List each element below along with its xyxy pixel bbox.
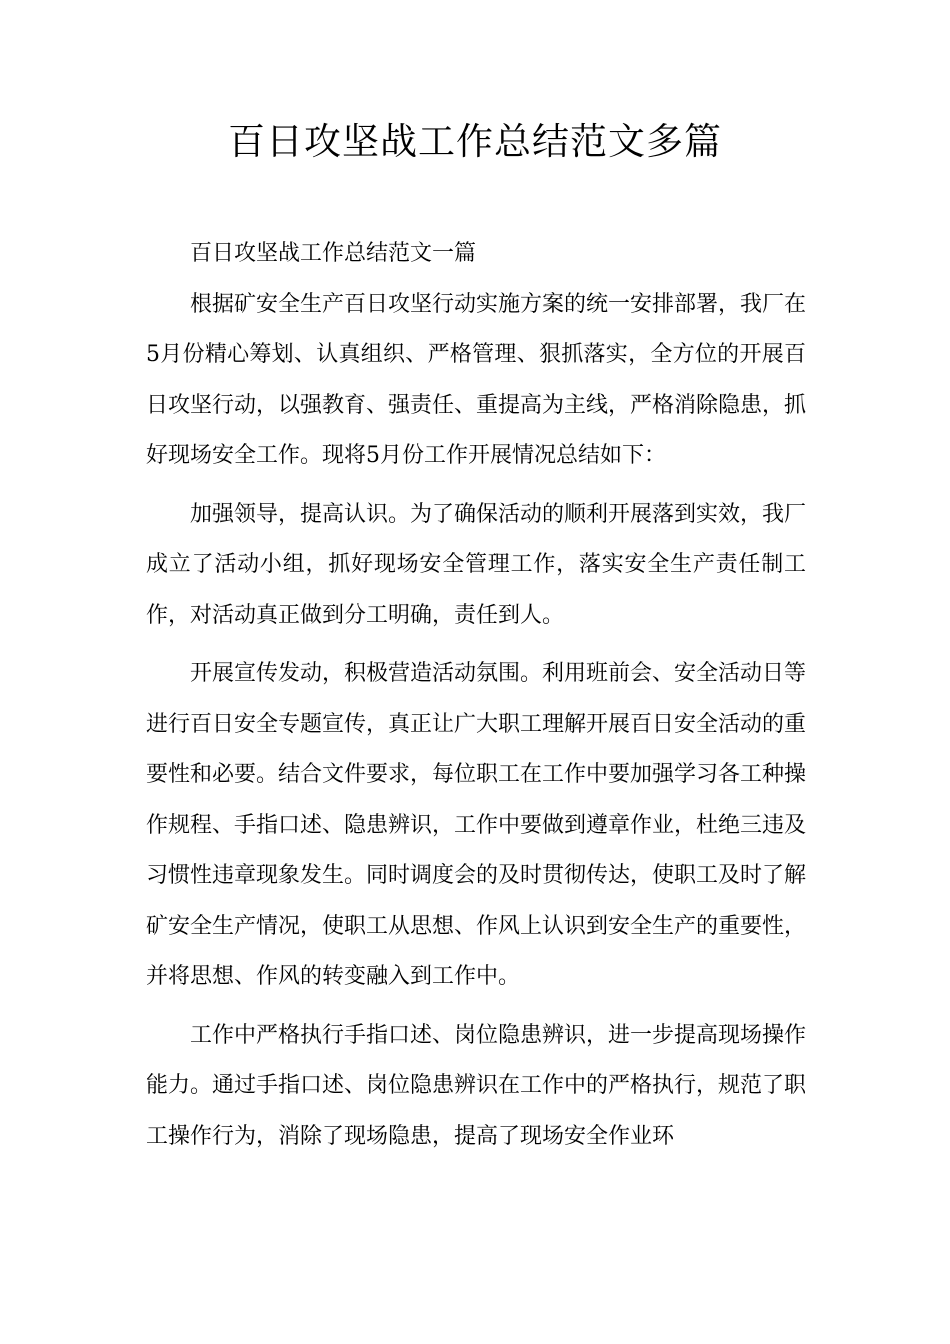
document-body: [146, 229, 806, 1162]
paragraph-publicity: 开展宣传发动，积极营造活动氛围。利用班前会、安全活动日等进行百日安全专题宣传，真正让广大职工理解开展百日安全活动的重要性和必要。结合文件要求，每位职工在工作中要加强学习各工种操作规程、手指口述、隐患辨识，工作中要做到遵章作业，杜绝三违及习惯性违章现象发生。同时调度会的及时贯彻传达，使职工及时了解矿安全生产情况，使职工从思想、作风上认识到安全生产的重要性，并将思想、作风的转变融入到工作中。: [146, 661, 807, 989]
paragraph-intro: 根据矿安全生产百日攻坚行动实施方案的统一安排部署，我厂在5月份精心筹划、认真组织、严格管理、狠抓落实，全方位的开展百日攻坚行动，以强教育、强责任、重提高为主线，严格消除隐患，抓好现场安全工作。现将5月份工作开展情况总结如下：: [146, 291, 807, 468]
document-title: 百日攻坚战工作总结范文多篇: [228, 120, 722, 163]
paragraph-leadership: 加强领导，提高认识。为了确保活动的顺利开展落到实效，我厂成立了活动小组，抓好现场安全管理工作，落实安全生产责任制工作，对活动真正做到分工明确，责任到人。: [146, 501, 807, 628]
section-heading: 百日攻坚战工作总结范文一篇: [190, 241, 477, 266]
paragraph-operation: 工作中严格执行手指口述、岗位隐患辨识，进一步提高现场操作能力。通过手指口述、岗位隐患辨识在工作中的严格执行，规范了职工操作行为，消除了现场隐患，提高了现场安全作业环: [146, 1022, 807, 1149]
